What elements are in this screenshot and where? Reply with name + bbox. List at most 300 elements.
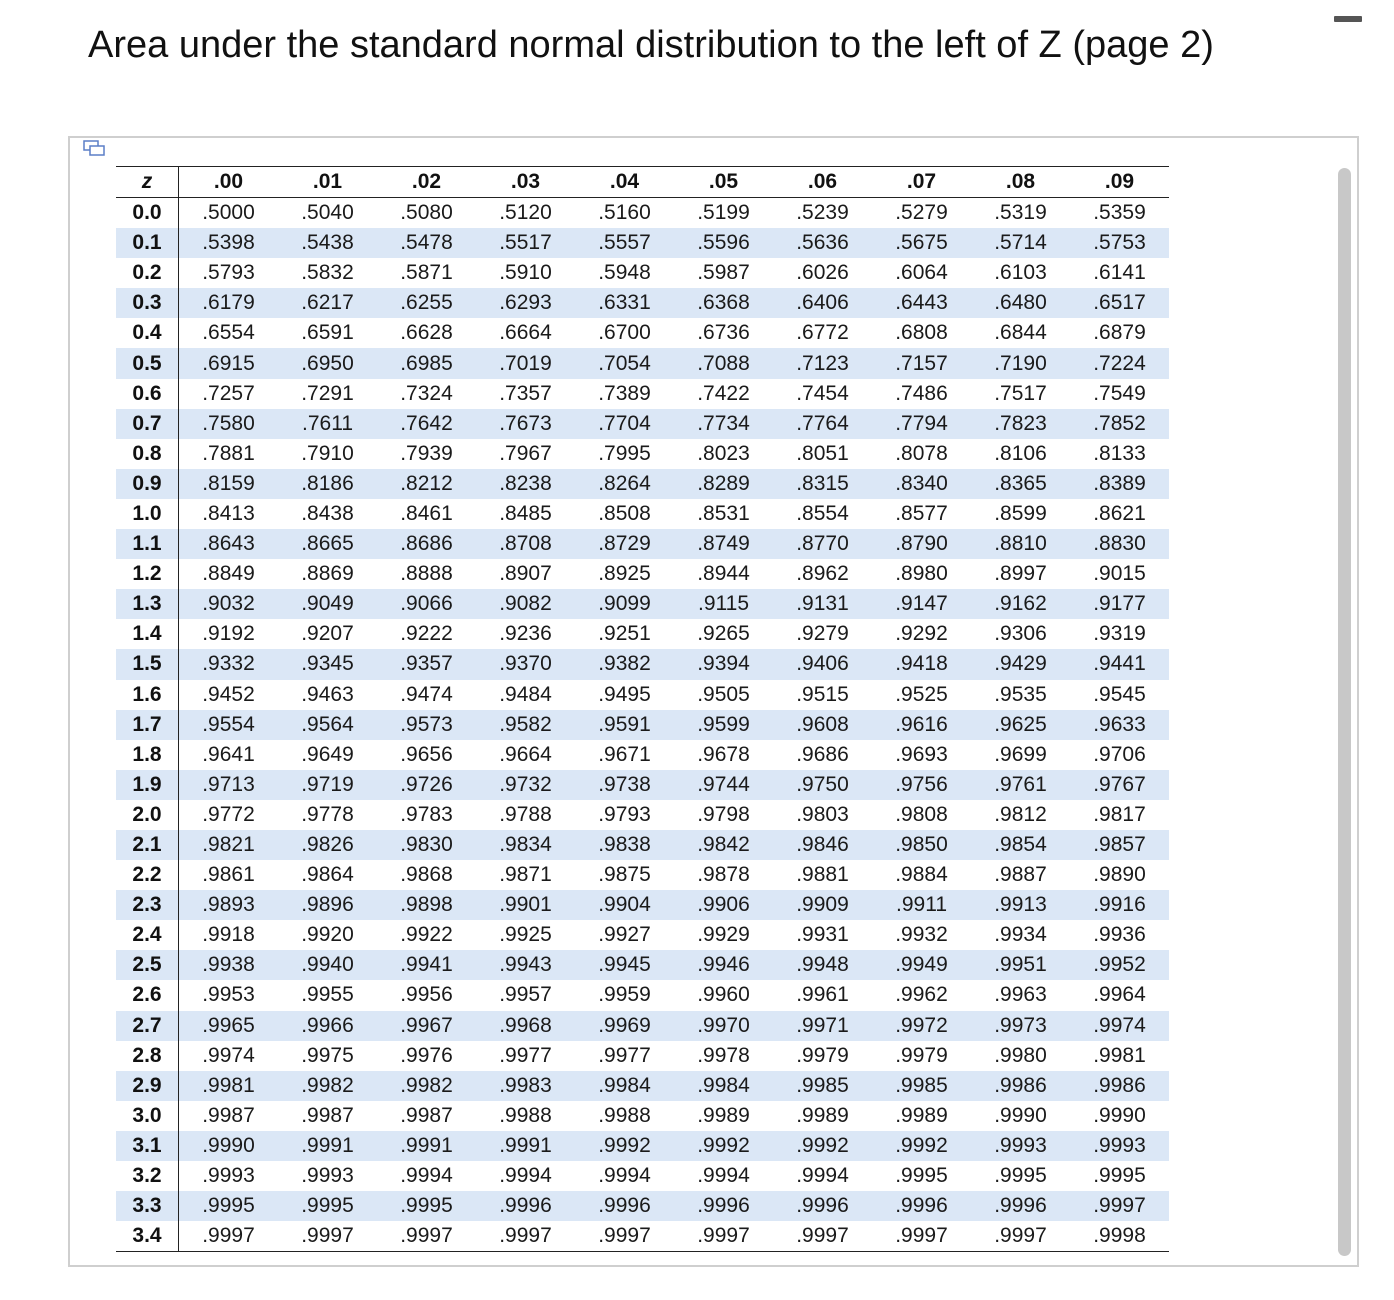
probability-cell: .6915 — [202, 351, 255, 375]
probability-cell: .9995 — [895, 1164, 948, 1188]
probability-cell: .9989 — [895, 1103, 948, 1127]
probability-cell: .8238 — [499, 471, 552, 495]
z-value-cell: 3.4 — [116, 1221, 179, 1252]
column-header: .00 — [179, 167, 279, 198]
probability-cell: .9535 — [994, 682, 1047, 706]
table-row — [116, 920, 1169, 950]
probability-cell: .5910 — [499, 261, 552, 285]
probability-cell: .9983 — [499, 1073, 552, 1097]
table-frame — [68, 136, 1359, 1267]
z-value-cell: 0.6 — [116, 379, 179, 409]
probability-cell: .8708 — [499, 532, 552, 556]
probability-cell: .9994 — [796, 1164, 849, 1188]
probability-cell: .9713 — [202, 772, 255, 796]
probability-cell: .8770 — [796, 532, 849, 556]
probability-cell: .9995 — [202, 1194, 255, 1218]
probability-cell: .8413 — [202, 501, 255, 525]
probability-cell: .9633 — [1093, 712, 1146, 736]
probability-cell: .6293 — [499, 291, 552, 315]
z-value-cell: 3.3 — [116, 1191, 179, 1221]
probability-cell: .9959 — [598, 983, 651, 1007]
probability-cell: .9671 — [598, 742, 651, 766]
probability-cell: .9913 — [994, 893, 1047, 917]
column-header: .02 — [377, 167, 476, 198]
table-row — [116, 619, 1169, 649]
probability-cell: .9994 — [598, 1164, 651, 1188]
probability-cell: .9884 — [895, 863, 948, 887]
probability-cell: .8997 — [994, 562, 1047, 586]
probability-cell: .9977 — [499, 1043, 552, 1067]
probability-cell: .9803 — [796, 802, 849, 826]
probability-cell: .9938 — [202, 953, 255, 977]
probability-cell: .9927 — [598, 923, 651, 947]
probability-cell: .8051 — [796, 441, 849, 465]
z-value-cell: 0.5 — [116, 348, 179, 378]
probability-cell: .9989 — [796, 1103, 849, 1127]
probability-cell: .6255 — [400, 291, 453, 315]
probability-cell: .8133 — [1093, 441, 1146, 465]
probability-cell: .9960 — [697, 983, 750, 1007]
table-row — [116, 1161, 1169, 1191]
z-value-cell: 2.2 — [116, 860, 179, 890]
probability-cell: .6141 — [1093, 261, 1146, 285]
probability-cell: .9941 — [400, 953, 453, 977]
probability-cell: .9963 — [994, 983, 1047, 1007]
table-row — [116, 228, 1169, 258]
probability-cell: .9952 — [1093, 953, 1146, 977]
probability-cell: .5080 — [400, 201, 453, 225]
minimize-icon[interactable] — [1334, 16, 1362, 22]
probability-cell: .9993 — [1093, 1133, 1146, 1157]
probability-cell: .5987 — [697, 261, 750, 285]
probability-cell: .8643 — [202, 532, 255, 556]
probability-cell: .9864 — [301, 863, 354, 887]
z-column-header: z — [116, 167, 179, 198]
probability-cell: .9982 — [301, 1073, 354, 1097]
probability-cell: .9463 — [301, 682, 354, 706]
probability-cell: .9994 — [499, 1164, 552, 1188]
probability-cell: .9991 — [301, 1133, 354, 1157]
probability-cell: .9808 — [895, 802, 948, 826]
probability-cell: .9931 — [796, 923, 849, 947]
probability-cell: .9265 — [697, 622, 750, 646]
probability-cell: .9992 — [598, 1133, 651, 1157]
probability-cell: .9993 — [994, 1133, 1047, 1157]
probability-cell: .7454 — [796, 381, 849, 405]
probability-cell: .9767 — [1093, 772, 1146, 796]
probability-cell: .9868 — [400, 863, 453, 887]
probability-cell: .9099 — [598, 592, 651, 616]
z-value-cell: 1.8 — [116, 740, 179, 770]
probability-cell: .8106 — [994, 441, 1047, 465]
probability-cell: .7389 — [598, 381, 651, 405]
probability-cell: .8186 — [301, 471, 354, 495]
probability-cell: .9826 — [301, 833, 354, 857]
probability-cell: .9997 — [1093, 1194, 1146, 1218]
column-header: .07 — [872, 167, 971, 198]
probability-cell: .8340 — [895, 471, 948, 495]
probability-cell: .9987 — [202, 1103, 255, 1127]
table-row — [116, 589, 1169, 619]
probability-cell: .6700 — [598, 321, 651, 345]
probability-cell: .9996 — [598, 1194, 651, 1218]
probability-cell: .9997 — [476, 1221, 575, 1252]
probability-cell: .9726 — [400, 772, 453, 796]
probability-cell: .9904 — [598, 893, 651, 917]
probability-cell: .6217 — [301, 291, 354, 315]
probability-cell: .9995 — [1093, 1164, 1146, 1188]
probability-cell: .9306 — [994, 622, 1047, 646]
probability-cell: .9984 — [697, 1073, 750, 1097]
probability-cell: .9948 — [796, 953, 849, 977]
probability-cell: .9922 — [400, 923, 453, 947]
table-row — [116, 379, 1169, 409]
table-row — [116, 288, 1169, 318]
probability-cell: .8554 — [796, 501, 849, 525]
probability-cell: .6591 — [301, 321, 354, 345]
probability-cell: .9783 — [400, 802, 453, 826]
probability-cell: .8264 — [598, 471, 651, 495]
table-row — [116, 439, 1169, 469]
column-header: .03 — [476, 167, 575, 198]
column-header: .06 — [773, 167, 872, 198]
probability-cell: .9686 — [796, 742, 849, 766]
probability-cell: .9846 — [796, 833, 849, 857]
probability-cell: .5279 — [895, 201, 948, 225]
z-value-cell: 3.2 — [116, 1161, 179, 1191]
probability-cell: .9693 — [895, 742, 948, 766]
probability-cell: .8531 — [697, 501, 750, 525]
probability-cell: .9961 — [796, 983, 849, 1007]
probability-cell: .9934 — [994, 923, 1047, 947]
probability-cell: .9970 — [697, 1013, 750, 1037]
probability-cell: .5478 — [400, 231, 453, 255]
probability-cell: .8749 — [697, 532, 750, 556]
probability-cell: .9545 — [1093, 682, 1146, 706]
z-value-cell: 1.5 — [116, 649, 179, 679]
probability-cell: .8438 — [301, 501, 354, 525]
column-header: .08 — [971, 167, 1070, 198]
probability-cell: .9992 — [895, 1133, 948, 1157]
z-value-cell: 1.0 — [116, 499, 179, 529]
probability-cell: .9554 — [202, 712, 255, 736]
probability-cell: .9292 — [895, 622, 948, 646]
probability-cell: .8078 — [895, 441, 948, 465]
probability-cell: .9573 — [400, 712, 453, 736]
probability-cell: .9990 — [1093, 1103, 1146, 1127]
probability-cell: .5160 — [598, 201, 651, 225]
probability-cell: .9981 — [202, 1073, 255, 1097]
probability-cell: .7734 — [697, 411, 750, 435]
probability-cell: .9997 — [773, 1221, 872, 1252]
probability-cell: .9898 — [400, 893, 453, 917]
z-value-cell: 1.4 — [116, 619, 179, 649]
probability-cell: .9838 — [598, 833, 651, 857]
z-value-cell: 0.0 — [116, 198, 179, 229]
probability-cell: .9131 — [796, 592, 849, 616]
probability-cell: .8621 — [1093, 501, 1146, 525]
probability-cell: .8790 — [895, 532, 948, 556]
table-row — [116, 890, 1169, 920]
probability-cell: .7224 — [1093, 351, 1146, 375]
probability-cell: .9988 — [499, 1103, 552, 1127]
probability-cell: .9192 — [202, 622, 255, 646]
probability-cell: .9986 — [1093, 1073, 1146, 1097]
probability-cell: .8665 — [301, 532, 354, 556]
probability-cell: .9911 — [896, 893, 947, 917]
probability-cell: .6103 — [994, 261, 1047, 285]
probability-cell: .9973 — [994, 1013, 1047, 1037]
probability-cell: .9641 — [202, 742, 255, 766]
probability-cell: .9429 — [994, 652, 1047, 676]
probability-cell: .9968 — [499, 1013, 552, 1037]
probability-cell: .9995 — [400, 1194, 453, 1218]
probability-cell: .9890 — [1093, 863, 1146, 887]
probability-cell: .9616 — [895, 712, 948, 736]
probability-cell: .9608 — [796, 712, 849, 736]
probability-cell: .9975 — [301, 1043, 354, 1067]
column-header: .05 — [674, 167, 773, 198]
z-value-cell: 1.9 — [116, 770, 179, 800]
probability-cell: .8686 — [400, 532, 453, 556]
probability-cell: .9812 — [994, 802, 1047, 826]
probability-cell: .5596 — [697, 231, 750, 255]
probability-cell: .9985 — [796, 1073, 849, 1097]
table-row — [116, 348, 1169, 378]
probability-cell: .6026 — [796, 261, 849, 285]
probability-cell: .9162 — [994, 592, 1047, 616]
probability-cell: .9881 — [796, 863, 849, 887]
probability-cell: .5714 — [994, 231, 1047, 255]
table-row — [116, 860, 1169, 890]
probability-cell: .7704 — [598, 411, 651, 435]
probability-cell: .9997 — [179, 1221, 279, 1252]
probability-cell: .8365 — [994, 471, 1047, 495]
probability-cell: .6985 — [400, 351, 453, 375]
probability-cell: .9995 — [301, 1194, 354, 1218]
z-value-cell: 1.3 — [116, 589, 179, 619]
z-value-cell: 1.1 — [116, 529, 179, 559]
probability-cell: .9251 — [598, 622, 651, 646]
table-row — [116, 529, 1169, 559]
probability-cell: .8849 — [202, 562, 255, 586]
probability-cell: .9987 — [400, 1103, 453, 1127]
table-row — [116, 499, 1169, 529]
probability-cell: .9564 — [301, 712, 354, 736]
probability-cell: .9925 — [499, 923, 552, 947]
table-row — [116, 1221, 1169, 1252]
probability-cell: .9996 — [994, 1194, 1047, 1218]
probability-cell: .9817 — [1093, 802, 1146, 826]
probability-cell: .8944 — [697, 562, 750, 586]
z-value-cell: 1.6 — [116, 680, 179, 710]
probability-cell: .9032 — [202, 592, 255, 616]
probability-cell: .9207 — [301, 622, 354, 646]
table-row — [116, 950, 1169, 980]
probability-cell: .9990 — [994, 1103, 1047, 1127]
table-body — [116, 198, 1169, 1252]
probability-cell: .7881 — [202, 441, 255, 465]
probability-cell: .5040 — [301, 201, 354, 225]
probability-cell: .5636 — [796, 231, 849, 255]
probability-cell: .9896 — [301, 893, 354, 917]
probability-cell: .8962 — [796, 562, 849, 586]
probability-cell: .9996 — [499, 1194, 552, 1218]
probability-cell: .8577 — [895, 501, 948, 525]
z-value-cell: 3.0 — [116, 1101, 179, 1131]
probability-cell: .5120 — [499, 201, 552, 225]
probability-cell: .9744 — [697, 772, 750, 796]
probability-cell: .9967 — [400, 1013, 453, 1037]
table-row — [116, 318, 1169, 348]
z-value-cell: 2.4 — [116, 920, 179, 950]
probability-cell: .9236 — [499, 622, 552, 646]
probability-cell: .5239 — [796, 201, 849, 225]
probability-cell: .9719 — [301, 772, 354, 796]
probability-cell: .9332 — [202, 652, 255, 676]
probability-cell: .8830 — [1093, 532, 1146, 556]
z-value-cell: 3.1 — [116, 1131, 179, 1161]
page-title: Area under the standard normal distribution to the left of Z (page 2) — [88, 24, 1214, 66]
table-row — [116, 1191, 1169, 1221]
probability-cell: .9996 — [796, 1194, 849, 1218]
probability-cell: .9997 — [377, 1221, 476, 1252]
probability-cell: .9664 — [499, 742, 552, 766]
probability-cell: .9955 — [301, 983, 354, 1007]
probability-cell: .6517 — [1093, 291, 1146, 315]
probability-cell: .9761 — [994, 772, 1047, 796]
table-row — [116, 258, 1169, 288]
probability-cell: .9918 — [202, 923, 255, 947]
probability-cell: .6443 — [895, 291, 948, 315]
probability-cell: .9997 — [971, 1221, 1070, 1252]
z-value-cell: 2.1 — [116, 830, 179, 860]
probability-cell: .9778 — [301, 802, 354, 826]
probability-cell: .9798 — [697, 802, 750, 826]
probability-cell: .6406 — [796, 291, 849, 315]
probability-cell: .9082 — [499, 592, 552, 616]
probability-cell: .8289 — [697, 471, 750, 495]
probability-cell: .6554 — [202, 321, 255, 345]
probability-cell: .9993 — [301, 1164, 354, 1188]
probability-cell: .9406 — [796, 652, 849, 676]
probability-cell: .5000 — [202, 201, 255, 225]
probability-cell: .9956 — [400, 983, 453, 1007]
table-row — [116, 198, 1169, 229]
probability-cell: .9985 — [895, 1073, 948, 1097]
probability-cell: .7673 — [499, 411, 552, 435]
probability-cell: .8907 — [499, 562, 552, 586]
probability-cell: .9821 — [202, 833, 255, 857]
z-value-cell: 2.7 — [116, 1011, 179, 1041]
probability-cell: .9788 — [499, 802, 552, 826]
vertical-scrollbar[interactable] — [1338, 168, 1351, 1256]
probability-cell: .6628 — [400, 321, 453, 345]
copy-table-icon[interactable] — [83, 140, 107, 156]
probability-cell: .9977 — [598, 1043, 651, 1067]
probability-cell: .6331 — [598, 291, 651, 315]
probability-cell: .9949 — [895, 953, 948, 977]
probability-cell: .9625 — [994, 712, 1047, 736]
probability-cell: .9989 — [697, 1103, 750, 1127]
probability-cell: .6179 — [202, 291, 255, 315]
probability-cell: .9854 — [994, 833, 1047, 857]
z-value-cell: 0.9 — [116, 469, 179, 499]
probability-cell: .6879 — [1093, 321, 1146, 345]
probability-cell: .7580 — [202, 411, 255, 435]
probability-cell: .9319 — [1093, 622, 1146, 646]
probability-cell: .9953 — [202, 983, 255, 1007]
probability-cell: .8315 — [796, 471, 849, 495]
probability-cell: .8508 — [598, 501, 651, 525]
probability-cell: .9732 — [499, 772, 552, 796]
table-row — [116, 710, 1169, 740]
probability-cell: .9984 — [598, 1073, 651, 1097]
table-row — [116, 1131, 1169, 1161]
probability-cell: .9946 — [697, 953, 750, 977]
probability-cell: .9971 — [796, 1013, 849, 1037]
probability-cell: .9986 — [994, 1073, 1047, 1097]
z-value-cell: 0.4 — [116, 318, 179, 348]
probability-cell: .7190 — [994, 351, 1047, 375]
probability-cell: .9871 — [499, 863, 552, 887]
probability-cell: .9988 — [598, 1103, 651, 1127]
probability-cell: .9147 — [895, 592, 948, 616]
table-row — [116, 830, 1169, 860]
probability-cell: .9830 — [400, 833, 453, 857]
probability-cell: .9957 — [499, 983, 552, 1007]
probability-cell: .9345 — [301, 652, 354, 676]
probability-cell: .9969 — [598, 1013, 651, 1037]
table-row — [116, 1071, 1169, 1101]
z-value-cell: 0.1 — [116, 228, 179, 258]
probability-cell: .9495 — [598, 682, 651, 706]
z-value-cell: 2.0 — [116, 800, 179, 830]
z-value-cell: 0.7 — [116, 409, 179, 439]
probability-cell: .7852 — [1093, 411, 1146, 435]
probability-cell: .7324 — [400, 381, 453, 405]
probability-cell: .7257 — [202, 381, 255, 405]
probability-cell: .7157 — [895, 351, 948, 375]
probability-cell: .9980 — [994, 1043, 1047, 1067]
probability-cell: .9582 — [499, 712, 552, 736]
z-value-cell: 2.5 — [116, 950, 179, 980]
probability-cell: .9772 — [202, 802, 255, 826]
probability-cell: .9929 — [697, 923, 750, 947]
probability-cell: .9916 — [1093, 893, 1146, 917]
table-row — [116, 649, 1169, 679]
probability-cell: .6808 — [895, 321, 948, 345]
probability-cell: .9976 — [400, 1043, 453, 1067]
probability-cell: .5199 — [697, 201, 750, 225]
probability-cell: .9793 — [598, 802, 651, 826]
probability-cell: .9842 — [697, 833, 750, 857]
probability-cell: .9222 — [400, 622, 453, 646]
probability-cell: .6480 — [994, 291, 1047, 315]
column-header: .09 — [1070, 167, 1169, 198]
probability-cell: .9993 — [202, 1164, 255, 1188]
probability-cell: .7291 — [301, 381, 354, 405]
z-table — [116, 166, 1169, 1252]
table-row — [116, 559, 1169, 589]
probability-cell: .6736 — [697, 321, 750, 345]
probability-cell: .7967 — [499, 441, 552, 465]
probability-cell: .9418 — [895, 652, 948, 676]
probability-cell: .8485 — [499, 501, 552, 525]
z-value-cell: 1.2 — [116, 559, 179, 589]
probability-cell: .6664 — [499, 321, 552, 345]
probability-cell: .5675 — [895, 231, 948, 255]
